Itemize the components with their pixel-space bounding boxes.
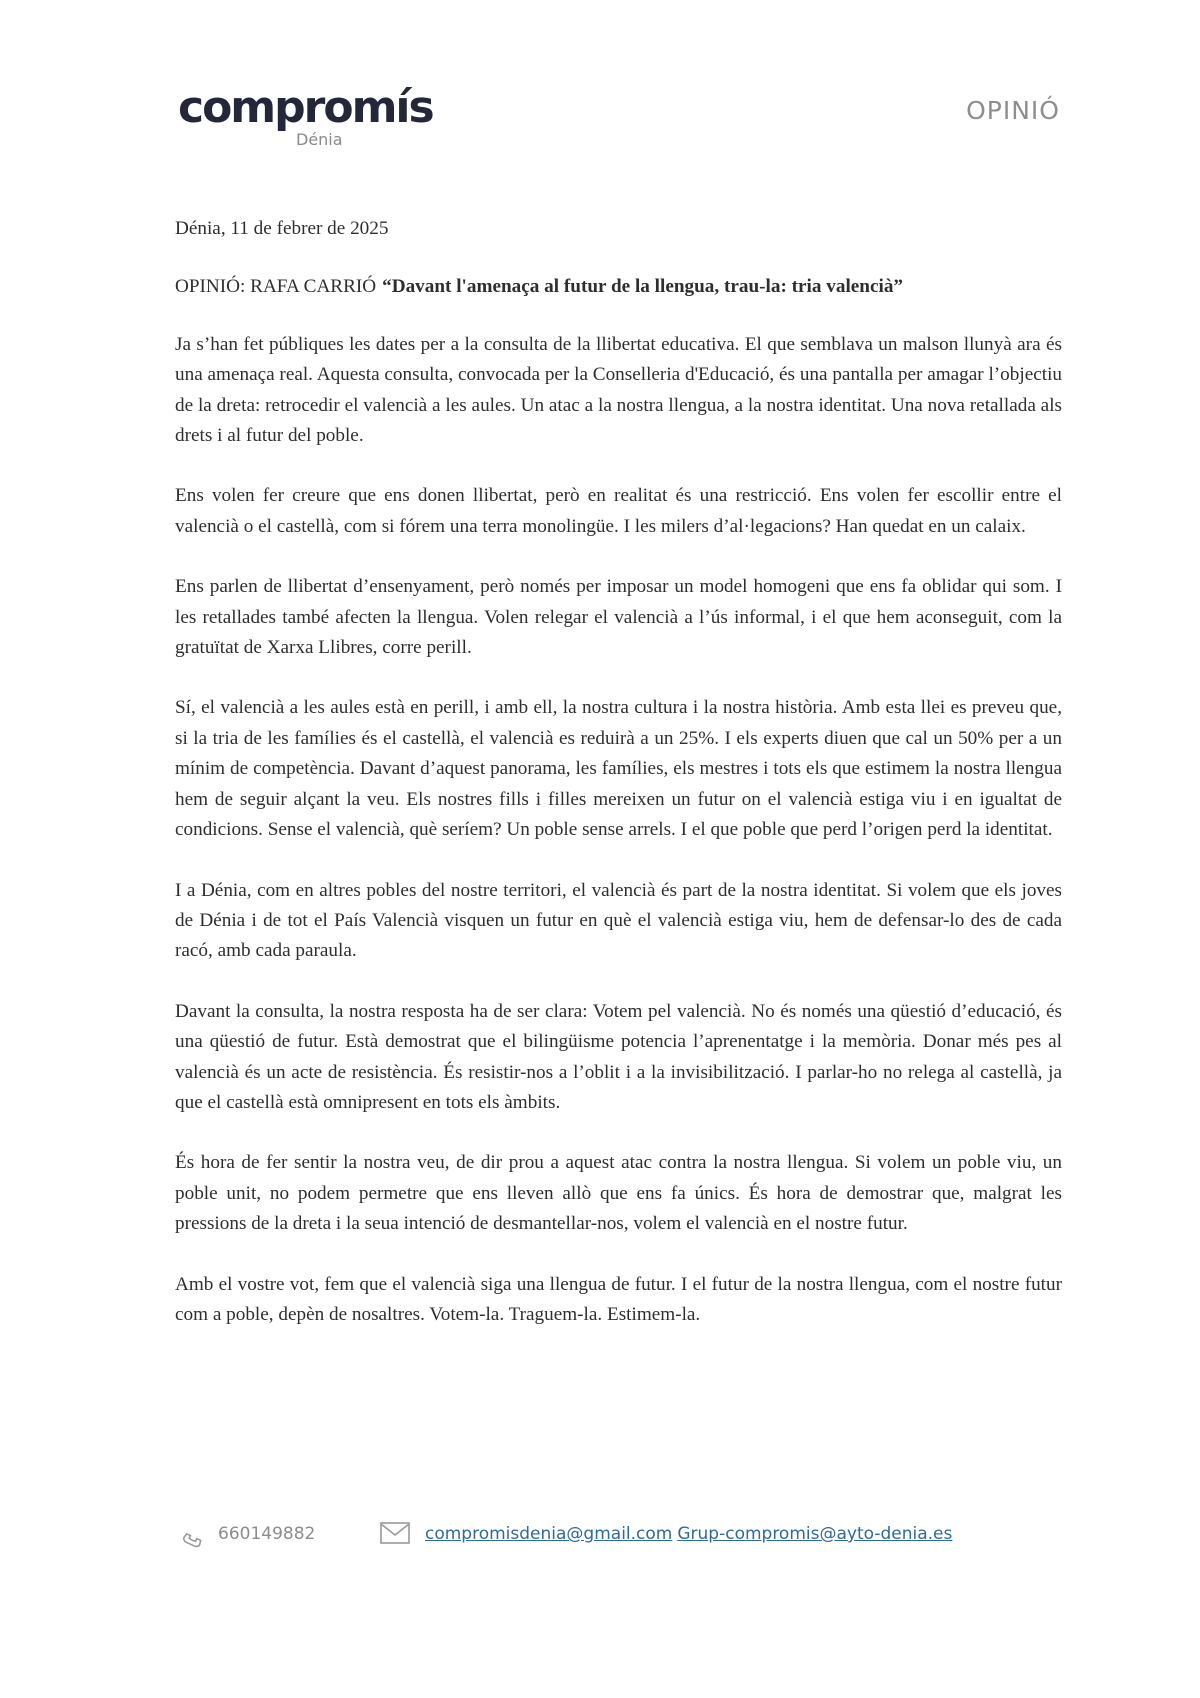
paragraph: És hora de fer sentir la nostra veu, de dir prou a aquest atac contra la nostra llengua. Si volem un poble viu, un poble unit, no podem permetre que ens lleven allò que ens fa únics. És hora de demostrar que, malgrat les pressions de la dreta i la seua intenció de desmantellar-nos, volem el valencià en el nostre futur.: [175, 1152, 1062, 1235]
paragraph: I a Dénia, com en altres pobles del nostre territori, el valencià és part de la nostra identitat. Si volem que els joves de Dénia i de tot el País Valencià visquen un futur en què el valencià estiga viu, hem de defensar-lo des de cada racó, amb cada paraula.: [175, 879, 1062, 962]
phone-number: 660149882: [218, 1524, 316, 1544]
logo-subtitle: Dénia: [296, 130, 343, 149]
paragraph: Sí, el valencià a les aules està en perill, i amb ell, la nostra cultura i la nostra història. Amb esta llei es preveu que, si la tria de les famílies és el castellà, el valencià es reduirà a un 25%. I els experts diuen que cal un 50% per a un mínim de competència. Davant d’aquest panorama, les famílies, els mestres i tots els que estimem la nostra llengua hem de seguir alçant la veu. Els nostres fills i filles mereixen un futur on el valencià estiga viu i en igualtat de condicions. Sense el valencià, què seríem? Un poble sense arrels. I el que poble que perd l’origen perd la identitat.: [175, 697, 1062, 841]
email-links: [425, 1526, 952, 1543]
compromis-logo: [178, 82, 438, 156]
headline: [175, 272, 1062, 302]
headline-prefix: OPINIÓ: RAFA CARRIÓ: [175, 276, 377, 298]
section-label: OPINIÓ: [966, 96, 1060, 125]
paragraph: Amb el vostre vot, fem que el valencià siga una llengua de futur. I el futur de la nostra llengua, com el nostre futur com a poble, depèn de nosaltres. Votem-la. Traguem-la. Estimem-la.: [175, 1273, 1062, 1325]
envelope-icon: [380, 1522, 410, 1544]
article-body: [175, 214, 1062, 1360]
date-line: Dénia, 11 de febrer de 2025: [175, 218, 389, 239]
email-link-primary[interactable]: compromisdenia@gmail.com: [425, 1524, 673, 1544]
logo-wordmark: compromís: [178, 82, 433, 133]
email-link-secondary[interactable]: Grup-compromis@ayto-denia.es: [677, 1524, 953, 1544]
paragraph: Davant la consulta, la nostra resposta ha de ser clara: Votem pel valencià. No és només una qüestió d’educació, és una qüestió de futur. Està demostrat que el bilingüisme potencia l’aprenentatge i la memòria. Donar més pes al valencià és un acte de resistència. És resistir-nos a l’oblit i a la invisibilització. I parlar-ho no relega al castellà, ja que el castellà està omnipresent en tots els àmbits.: [175, 1000, 1062, 1113]
headline-title: “Davant l'amenaça al futur de la llengua, trau-la: tria valencià”: [382, 276, 904, 298]
contact-footer: [178, 1518, 1078, 1552]
phone-icon: [178, 1520, 206, 1548]
paragraph: Ens parlen de llibertat d’ensenyament, però només per imposar un model homogeni que ens fa oblidar qui som. I les retallades també afecten la llengua. Volen relegar el valencià a l’ús informal, i el que hem aconseguit, com la gratuïtat de Xarxa Llibres, corre perill.: [175, 576, 1062, 659]
paragraph: Ja s’han fet públiques les dates per a la consulta de la llibertat educativa. El que semblava un malson llunyà ara és una amenaça real. Aquesta consulta, convocada per la Conselleria d'Educació, és una pantalla per amagar l’objectiu de la dreta: retrocedir el valencià a les aules. Un atac a la nostra llengua, a la nostra identitat. Una nova retallada als drets i al futur del poble.: [175, 333, 1062, 447]
paragraph: Ens volen fer creure que ens donen llibertat, però en realitat és una restricció. Ens volen fer escollir entre el valencià o el castellà, com si fórem una terra monolingüe. I les milers d’al·legacions? Han quedat en un calaix.: [175, 485, 1062, 537]
